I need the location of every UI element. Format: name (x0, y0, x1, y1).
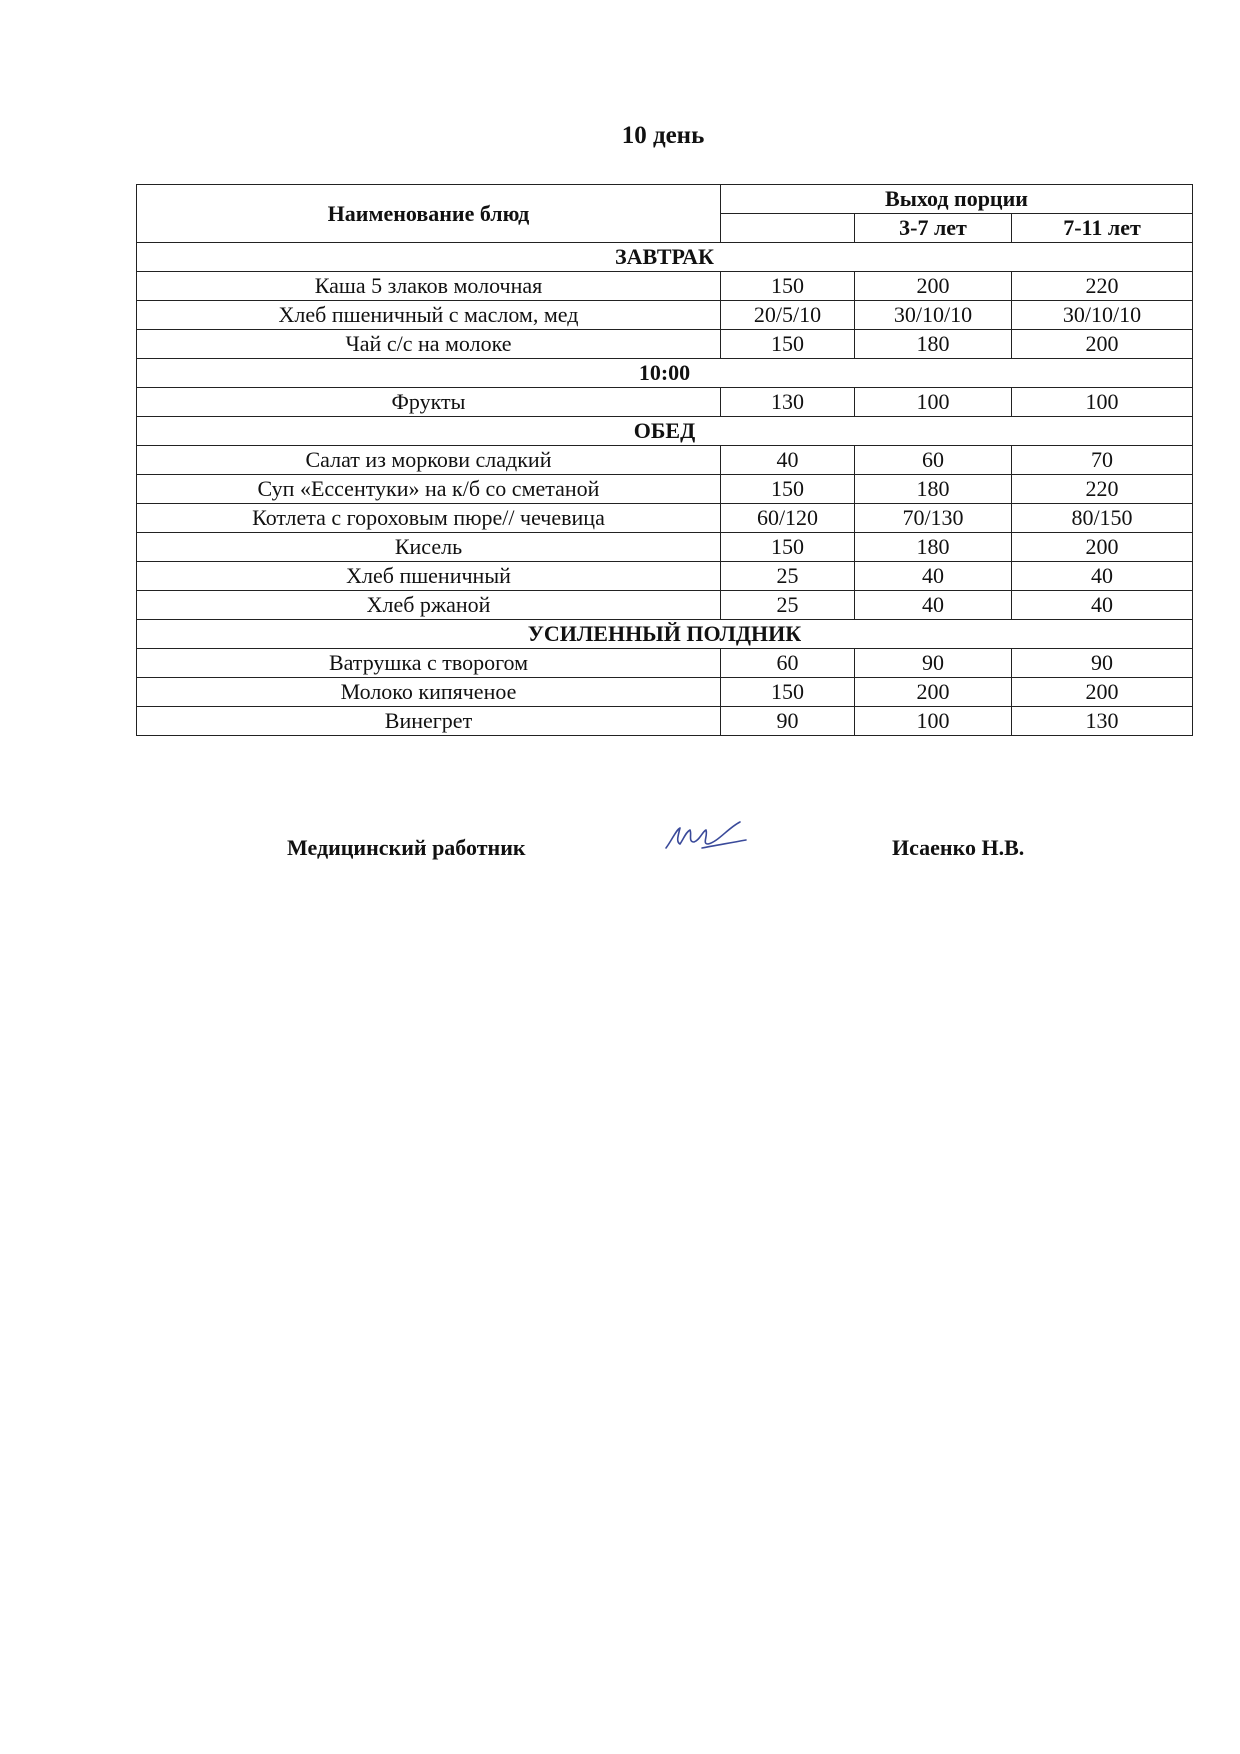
section-heading: 10:00 (137, 359, 1193, 388)
dish-name: Фрукты (137, 388, 721, 417)
table-row (137, 707, 1193, 736)
portion-value: 180 (855, 475, 1012, 504)
column-header-age-7-11: 7-11 лет (1012, 214, 1193, 243)
portion-value: 20/5/10 (721, 301, 855, 330)
portion-value: 60 (721, 649, 855, 678)
portion-value: 150 (721, 272, 855, 301)
section-row (137, 417, 1193, 446)
portion-value: 90 (855, 649, 1012, 678)
portion-value: 70 (1012, 446, 1193, 475)
header-row (137, 185, 1193, 214)
portion-value: 40 (855, 562, 1012, 591)
dish-name: Хлеб пшеничный (137, 562, 721, 591)
menu-table (136, 184, 1193, 736)
dish-name: Винегрет (137, 707, 721, 736)
portion-value: 30/10/10 (1012, 301, 1193, 330)
portion-value: 200 (1012, 533, 1193, 562)
dish-name: Суп «Ессентуки» на к/б со сметаной (137, 475, 721, 504)
section-row (137, 243, 1193, 272)
table-row (137, 301, 1193, 330)
table-row (137, 562, 1193, 591)
dish-name: Каша 5 злаков молочная (137, 272, 721, 301)
portion-value: 90 (721, 707, 855, 736)
table-row (137, 446, 1193, 475)
portion-value: 200 (1012, 678, 1193, 707)
portion-value: 200 (1012, 330, 1193, 359)
portion-value: 150 (721, 678, 855, 707)
dish-name: Салат из моркови сладкий (137, 446, 721, 475)
portion-value: 200 (855, 678, 1012, 707)
signatory-name: Исаенко Н.В. (892, 835, 1025, 860)
portion-value: 60/120 (721, 504, 855, 533)
page-title: 10 день (621, 122, 705, 149)
portion-value: 200 (855, 272, 1012, 301)
dish-name: Молоко кипяченое (137, 678, 721, 707)
portion-value: 70/130 (855, 504, 1012, 533)
portion-value: 130 (721, 388, 855, 417)
portion-value: 180 (855, 330, 1012, 359)
section-heading: УСИЛЕННЫЙ ПОЛДНИК (137, 620, 1193, 649)
dish-name: Хлеб пшеничный с маслом, мед (137, 301, 721, 330)
portion-value: 80/150 (1012, 504, 1193, 533)
table-row (137, 475, 1193, 504)
signatory-role: Медицинский работник (287, 835, 526, 860)
table-row (137, 533, 1193, 562)
portion-value: 40 (721, 446, 855, 475)
section-row (137, 620, 1193, 649)
portion-value: 220 (1012, 475, 1193, 504)
dish-name: Хлеб ржаной (137, 591, 721, 620)
portion-value: 180 (855, 533, 1012, 562)
column-header-age-3-7: 3-7 лет (855, 214, 1012, 243)
table-row (137, 649, 1193, 678)
portion-value: 40 (1012, 562, 1193, 591)
portion-value: 25 (721, 562, 855, 591)
table-row (137, 272, 1193, 301)
menu-body (137, 243, 1193, 736)
column-header-portion: Выход порции (721, 185, 1193, 214)
portion-value: 150 (721, 533, 855, 562)
section-heading: ЗАВТРАК (137, 243, 1193, 272)
portion-value: 100 (1012, 388, 1193, 417)
table-row (137, 330, 1193, 359)
column-header-dish: Наименование блюд (137, 185, 721, 243)
portion-value: 40 (855, 591, 1012, 620)
dish-name: Кисель (137, 533, 721, 562)
table-row (137, 388, 1193, 417)
table-row (137, 678, 1193, 707)
dish-name: Котлета с гороховым пюре// чечевица (137, 504, 721, 533)
portion-value: 150 (721, 330, 855, 359)
portion-value: 90 (1012, 649, 1193, 678)
table-row (137, 591, 1193, 620)
portion-value: 150 (721, 475, 855, 504)
portion-value: 220 (1012, 272, 1193, 301)
section-heading: ОБЕД (137, 417, 1193, 446)
section-row (137, 359, 1193, 388)
dish-name: Чай с/с на молоке (137, 330, 721, 359)
portion-value: 100 (855, 388, 1012, 417)
portion-value: 130 (1012, 707, 1193, 736)
portion-value: 60 (855, 446, 1012, 475)
portion-value: 40 (1012, 591, 1193, 620)
table-row (137, 504, 1193, 533)
handwritten-signature-icon (662, 818, 752, 858)
portion-value: 100 (855, 707, 1012, 736)
dish-name: Ватрушка с творогом (137, 649, 721, 678)
column-header-blank (721, 214, 855, 243)
portion-value: 25 (721, 591, 855, 620)
portion-value: 30/10/10 (855, 301, 1012, 330)
